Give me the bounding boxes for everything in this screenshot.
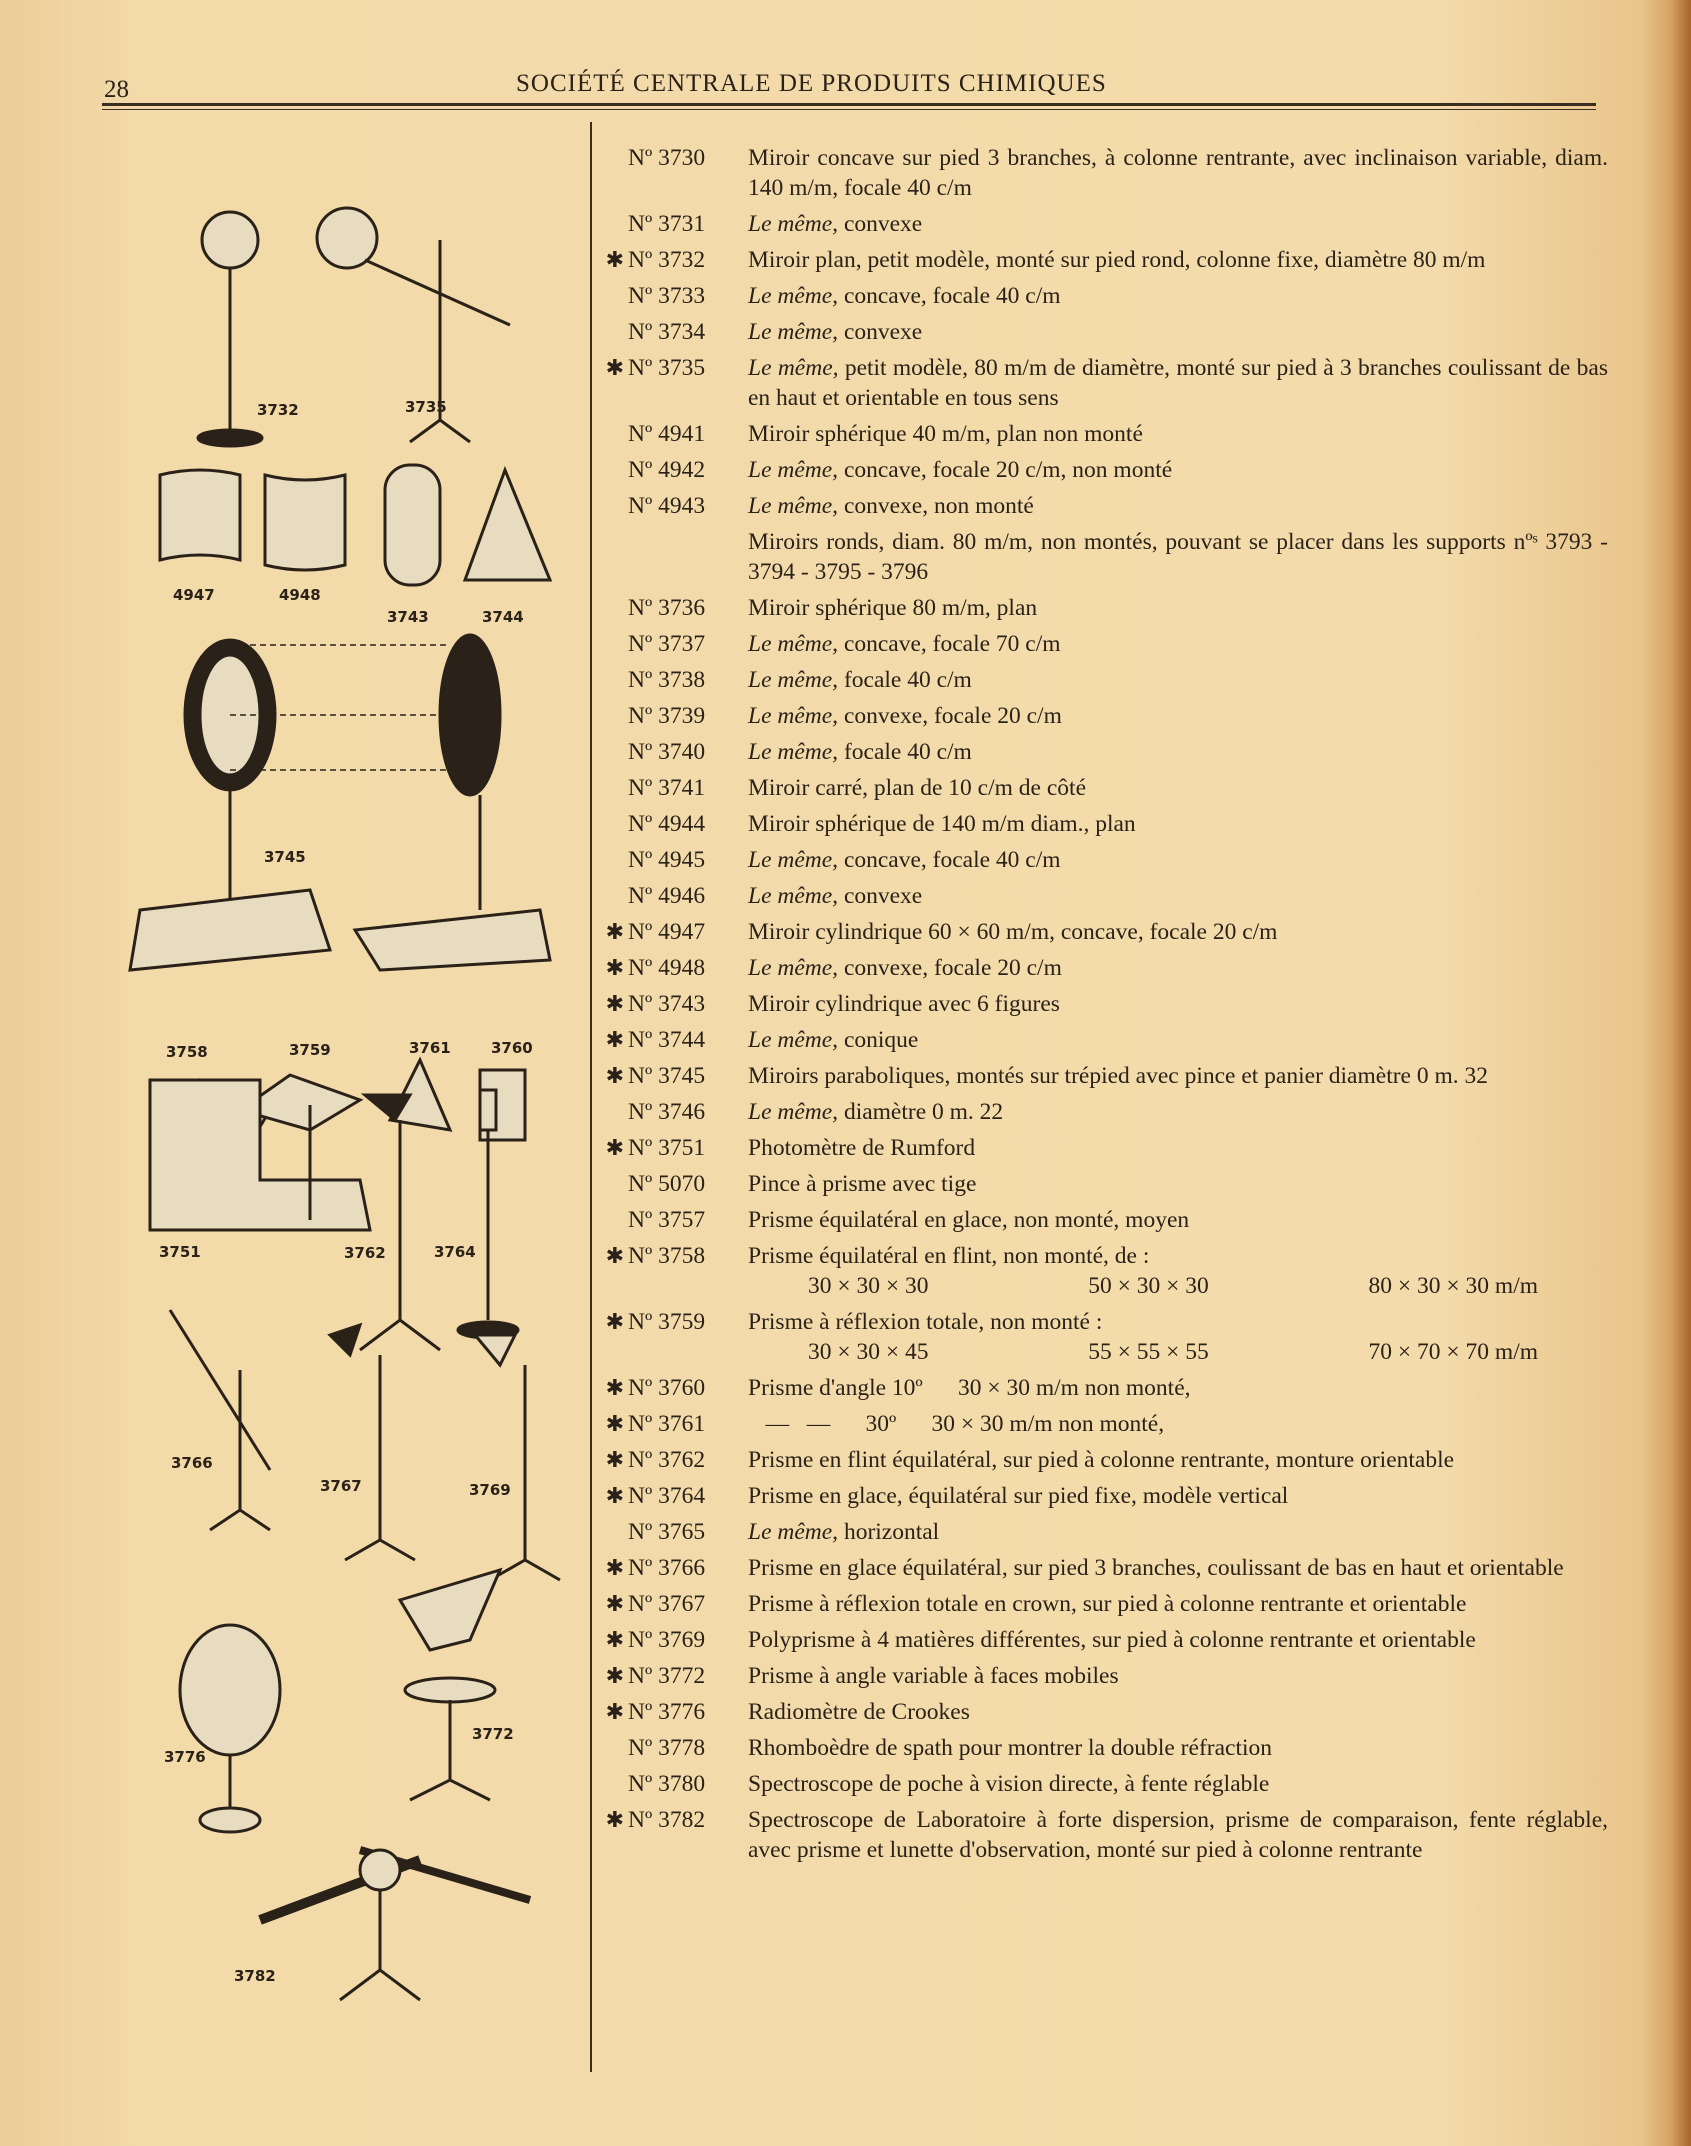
item-description: [730, 353, 1614, 413]
figure-label: 3762: [344, 1244, 386, 1262]
item-number: [624, 527, 730, 587]
item-italic-prefix: Le même,: [748, 667, 839, 693]
catalog-entry: [596, 209, 1608, 239]
item-description: [730, 491, 1608, 521]
asterisk-icon: ✱: [605, 355, 624, 380]
item-italic-prefix: Le même,: [748, 883, 839, 909]
catalog-entry: [596, 143, 1614, 203]
size-option: 80 × 30 × 30 m/m: [1368, 1273, 1538, 1299]
size-option: 30 × 30 × 30: [808, 1273, 929, 1299]
figure-label: 4947: [173, 586, 215, 604]
item-description: [730, 1589, 1608, 1619]
item-description: [730, 1307, 1608, 1367]
spectroscope-illustration: [260, 1850, 530, 2000]
asterisk-icon: [596, 209, 624, 239]
item-text: Miroir sphérique de 140 m/m diam., plan: [748, 811, 1136, 837]
item-number: Nº 4941: [628, 421, 706, 447]
item-number: Nº 3778: [628, 1735, 706, 1761]
item-number: Nº 4942: [628, 457, 706, 483]
item-text: Miroir plan, petit modèle, monté sur pied rond, colonne fixe, diamètre 80 m/m: [748, 247, 1486, 273]
size-option: 30 × 30 × 45: [808, 1339, 929, 1365]
figure-label: 3759: [289, 1041, 331, 1059]
item-text: Prisme équilatéral en flint, non monté, de :: [748, 1243, 1150, 1269]
item-text: Pince à prisme avec tige: [748, 1171, 977, 1197]
item-description: [730, 1661, 1608, 1691]
asterisk-icon: ✱: [605, 1591, 624, 1616]
item-italic-prefix: Le même,: [748, 283, 839, 309]
size-option: 50 × 30 × 30: [1088, 1273, 1209, 1299]
item-text: Prisme en glace équilatéral, sur pied 3 branches, coulissant de bas en haut et orientable: [748, 1555, 1564, 1581]
item-text: focale 40 c/m: [838, 739, 972, 765]
item-text: convexe: [838, 319, 923, 345]
item-text: concave, focale 70 c/m: [838, 631, 1061, 657]
item-text: Prisme d'angle 10º 30 × 30 m/m non monté,: [748, 1375, 1191, 1401]
catalog-entry: [596, 1481, 1608, 1511]
item-number: Nº 3760: [628, 1375, 706, 1401]
item-text: convexe, focale 20 c/m: [838, 955, 1062, 981]
figure-label: 3745: [264, 848, 306, 866]
catalog-entries: [596, 143, 1614, 1871]
size-options: [748, 1271, 1608, 1301]
item-description: [730, 737, 1608, 767]
item-number: Nº 3765: [628, 1519, 706, 1545]
item-number: Nº 3744: [628, 1027, 706, 1053]
item-description: [730, 701, 1608, 731]
size-options: [748, 1337, 1608, 1367]
item-italic-prefix: Le même,: [748, 955, 839, 981]
item-description: [730, 917, 1608, 947]
asterisk-icon: [596, 527, 624, 587]
item-text: Spectroscope de poche à vision directe, à fente réglable: [748, 1771, 1270, 1797]
figure-label: 3758: [166, 1043, 208, 1061]
catalog-entry: [596, 1373, 1608, 1403]
asterisk-icon: [596, 143, 624, 203]
asterisk-icon: [596, 1769, 624, 1799]
item-italic-prefix: Le même,: [748, 493, 839, 519]
catalog-entry: [596, 353, 1614, 413]
asterisk-icon: [596, 845, 624, 875]
catalog-entry: [596, 1589, 1608, 1619]
item-italic-prefix: Le même,: [748, 739, 839, 765]
asterisk-icon: [596, 593, 624, 623]
item-text: concave, focale 40 c/m: [838, 283, 1061, 309]
catalog-entry: [596, 455, 1608, 485]
item-text: convexe: [838, 883, 923, 909]
radiometer-illustration: [180, 1625, 280, 1832]
item-description: [730, 1409, 1608, 1439]
item-text: Miroir concave sur pied 3 branches, à colonne rentrante, avec inclinaison variable, diam. 140 m/m, focale 40 c/m: [748, 145, 1614, 201]
catalog-entry: [596, 1553, 1608, 1583]
item-number: Nº 4943: [628, 493, 706, 519]
figure-label: 3767: [320, 1477, 362, 1495]
figure-label: 3766: [171, 1454, 213, 1472]
item-description: [730, 455, 1608, 485]
figure-label: 3751: [159, 1243, 201, 1261]
item-text: Miroirs paraboliques, montés sur trépied avec pince et panier diamètre 0 m. 32: [748, 1063, 1489, 1089]
item-italic-prefix: Le même,: [748, 703, 839, 729]
catalog-entry: [596, 593, 1608, 623]
item-number: Nº 3741: [628, 775, 706, 801]
asterisk-icon: ✱: [605, 1807, 624, 1832]
asterisk-icon: ✱: [605, 1627, 624, 1652]
asterisk-icon: ✱: [605, 1555, 624, 1580]
item-number: Nº 4947: [628, 919, 706, 945]
asterisk-icon: ✱: [605, 991, 624, 1016]
item-number: Nº 5070: [628, 1171, 706, 1197]
item-text: Prisme à angle variable à faces mobiles: [748, 1663, 1119, 1689]
item-description: [730, 809, 1608, 839]
item-text: concave, focale 20 c/m, non monté: [838, 457, 1173, 483]
item-number: Nº 3746: [628, 1099, 706, 1125]
item-italic-prefix: Le même,: [748, 1099, 839, 1125]
item-description: [730, 1061, 1608, 1091]
item-number: Nº 3782: [628, 1807, 706, 1833]
figure-label: 3761: [409, 1039, 451, 1057]
catalog-entry: [596, 917, 1608, 947]
item-description: [730, 881, 1608, 911]
item-text: concave, focale 40 c/m: [838, 847, 1061, 873]
item-description: [730, 245, 1608, 275]
catalog-entry: [596, 1169, 1608, 1199]
item-description: [730, 665, 1608, 695]
catalog-entry: [596, 737, 1608, 767]
asterisk-icon: [596, 881, 624, 911]
item-text: Prisme en glace, équilatéral sur pied fixe, modèle vertical: [748, 1483, 1289, 1509]
item-italic-prefix: Le même,: [748, 1027, 839, 1053]
asterisk-icon: ✱: [605, 1309, 624, 1334]
catalog-entry: [596, 953, 1608, 983]
catalog-entry: [596, 1061, 1608, 1091]
item-number: Nº 3751: [628, 1135, 706, 1161]
item-number: Nº 3735: [628, 355, 706, 381]
figure-label: 3743: [387, 608, 429, 626]
item-italic-prefix: Le même,: [748, 847, 839, 873]
item-italic-prefix: Le même,: [748, 1519, 839, 1545]
catalog-entry: [596, 1133, 1608, 1163]
item-text: Miroir cylindrique avec 6 figures: [748, 991, 1060, 1017]
item-description: [730, 317, 1608, 347]
item-description: [730, 1097, 1608, 1127]
item-text: Miroir sphérique 80 m/m, plan: [748, 595, 1038, 621]
item-number: Nº 3736: [628, 595, 706, 621]
asterisk-icon: ✱: [605, 1447, 624, 1472]
catalog-entry: [596, 1805, 1614, 1865]
item-number: Nº 3769: [628, 1627, 706, 1653]
item-description: [730, 1769, 1608, 1799]
item-text: convexe, non monté: [838, 493, 1034, 519]
item-description: [730, 953, 1608, 983]
catalog-entry: [596, 1205, 1608, 1235]
item-description: [730, 773, 1608, 803]
item-number: Nº 4946: [628, 883, 706, 909]
page-header-title: SOCIÉTÉ CENTRALE DE PRODUITS CHIMIQUES: [516, 70, 1107, 97]
figure-label: 3782: [234, 1967, 276, 1985]
prism-tripod-illustrations: [170, 1310, 560, 1580]
instrument-illustrations: [110, 120, 580, 2080]
catalog-entry: [596, 1025, 1608, 1055]
catalog-entry: [596, 1097, 1608, 1127]
asterisk-icon: ✱: [605, 1243, 624, 1268]
item-description: [730, 1733, 1608, 1763]
figure-label: 3772: [472, 1725, 514, 1743]
item-number: Nº 3759: [628, 1309, 706, 1335]
item-text: conique: [838, 1027, 919, 1053]
catalog-entry: [596, 665, 1608, 695]
item-number: Nº 3780: [628, 1771, 706, 1797]
asterisk-icon: [596, 629, 624, 659]
item-number: Nº 3745: [628, 1063, 706, 1089]
item-description: [730, 1697, 1608, 1727]
item-text: Prisme à réflexion totale, non monté :: [748, 1309, 1103, 1335]
item-description: [730, 527, 1614, 587]
catalog-entry: [596, 701, 1608, 731]
item-number: Nº 3762: [628, 1447, 706, 1473]
item-number: Nº 3734: [628, 319, 706, 345]
item-description: [730, 845, 1608, 875]
item-number: Nº 3731: [628, 211, 706, 237]
item-number: Nº 4948: [628, 955, 706, 981]
item-italic-prefix: Le même,: [748, 631, 839, 657]
asterisk-icon: ✱: [605, 1063, 624, 1088]
figure-label: 4948: [279, 586, 321, 604]
item-number: Nº 3740: [628, 739, 706, 765]
catalog-entry: [596, 1733, 1608, 1763]
asterisk-icon: ✱: [605, 1027, 624, 1052]
cylindrical-mirror-illustrations: [160, 465, 550, 585]
asterisk-icon: [596, 1517, 624, 1547]
variable-angle-prism-illustration: [400, 1570, 500, 1800]
item-description: [730, 629, 1608, 659]
catalog-entry: [596, 809, 1608, 839]
catalog-entry: [596, 1769, 1608, 1799]
catalog-entry: [596, 419, 1608, 449]
figure-label: 3769: [469, 1481, 511, 1499]
item-description: [730, 1241, 1608, 1301]
item-number: Nº 3732: [628, 247, 706, 273]
item-description: [730, 1805, 1614, 1865]
item-number: Nº 3766: [628, 1555, 706, 1581]
catalog-entry: [596, 527, 1614, 587]
item-number: Nº 3743: [628, 991, 706, 1017]
catalog-entry: [596, 1697, 1608, 1727]
item-italic-prefix: Le même,: [748, 211, 839, 237]
asterisk-icon: [596, 1205, 624, 1235]
page-number: 28: [104, 76, 129, 103]
asterisk-icon: ✱: [605, 1663, 624, 1688]
asterisk-icon: ✱: [605, 1483, 624, 1508]
asterisk-icon: [596, 809, 624, 839]
asterisk-icon: [596, 1733, 624, 1763]
catalog-entry: [596, 1517, 1608, 1547]
illustrations-column: [110, 120, 580, 2080]
item-description: [730, 1553, 1608, 1583]
catalog-entry: [596, 1307, 1608, 1367]
item-number: Nº 3733: [628, 283, 706, 309]
mirror-on-round-foot-illustration: [198, 212, 262, 446]
item-number: Nº 3730: [628, 145, 706, 171]
item-description: [730, 1169, 1608, 1199]
item-text: Polyprisme à 4 matières différentes, sur pied à colonne rentrante et orientable: [748, 1627, 1476, 1653]
item-text: Miroir cylindrique 60 × 60 m/m, concave, focale 20 c/m: [748, 919, 1278, 945]
item-number: Nº 4944: [628, 811, 706, 837]
item-description: [730, 419, 1608, 449]
item-text: convexe: [838, 211, 923, 237]
asterisk-icon: [596, 665, 624, 695]
catalog-entry: [596, 1241, 1608, 1301]
catalog-entry: [596, 1625, 1608, 1655]
asterisk-icon: [596, 1169, 624, 1199]
item-text: Radiomètre de Crookes: [748, 1699, 970, 1725]
item-description: [730, 1517, 1608, 1547]
item-text: Spectroscope de Laboratoire à forte dispersion, prisme de comparaison, fente réglable, avec prisme et lunette d'observation, monté sur pied à colonne rentrante: [748, 1807, 1614, 1863]
asterisk-icon: ✱: [605, 1411, 624, 1436]
item-italic-prefix: Le même,: [748, 457, 839, 483]
item-italic-prefix: Le même,: [748, 355, 839, 381]
asterisk-icon: [596, 737, 624, 767]
item-number: Nº 3776: [628, 1699, 706, 1725]
item-text: Photomètre de Rumford: [748, 1135, 976, 1161]
item-description: [730, 281, 1608, 311]
parabolic-mirror-illustrations: [130, 635, 550, 970]
size-option: 55 × 55 × 55: [1088, 1339, 1209, 1365]
figure-label: 3744: [482, 608, 524, 626]
item-text: Miroirs ronds, diam. 80 m/m, non montés, pouvant se placer dans les supports nºˢ 3793 - 3794 - 3795 - 3796: [748, 529, 1614, 585]
item-text: Prisme équilatéral en glace, non monté, moyen: [748, 1207, 1190, 1233]
item-number: Nº 3737: [628, 631, 706, 657]
catalog-entry: [596, 245, 1608, 275]
item-description: [730, 1133, 1608, 1163]
catalog-entry: [596, 845, 1608, 875]
item-number: Nº 3767: [628, 1591, 706, 1617]
item-italic-prefix: Le même,: [748, 319, 839, 345]
column-divider: [590, 122, 592, 2072]
catalog-entry: [596, 773, 1608, 803]
header-rule: [102, 103, 1596, 106]
asterisk-icon: [596, 419, 624, 449]
item-number: Nº 3764: [628, 1483, 706, 1509]
figure-label: 3764: [434, 1243, 476, 1261]
catalog-entry: [596, 1661, 1608, 1691]
catalog-entry: [596, 629, 1608, 659]
item-description: [730, 1205, 1608, 1235]
item-number: Nº 3739: [628, 703, 706, 729]
item-text: Rhomboèdre de spath pour montrer la double réfraction: [748, 1735, 1273, 1761]
item-description: [730, 1025, 1608, 1055]
item-description: [730, 989, 1608, 1019]
asterisk-icon: ✱: [605, 1135, 624, 1160]
asterisk-icon: [596, 701, 624, 731]
item-description: [730, 1445, 1608, 1475]
item-text: diamètre 0 m. 22: [838, 1099, 1004, 1125]
item-description: [730, 143, 1614, 203]
item-description: [730, 1481, 1608, 1511]
asterisk-icon: [596, 281, 624, 311]
item-number: Nº 4945: [628, 847, 706, 873]
item-text: focale 40 c/m: [838, 667, 972, 693]
catalog-entry: [596, 1445, 1608, 1475]
item-text: Prisme en flint équilatéral, sur pied à colonne rentrante, monture orientable: [748, 1447, 1455, 1473]
asterisk-icon: ✱: [605, 955, 624, 980]
catalog-entry: [596, 1409, 1608, 1439]
item-text: Miroir carré, plan de 10 c/m de côté: [748, 775, 1086, 801]
size-option: 70 × 70 × 70 m/m: [1368, 1339, 1538, 1365]
item-description: [730, 1625, 1608, 1655]
catalog-entry: [596, 989, 1608, 1019]
item-number: Nº 3772: [628, 1663, 706, 1689]
catalog-entry: [596, 317, 1608, 347]
item-text: petit modèle, 80 m/m de diamètre, monté sur pied à 3 branches coulissant de bas en haut et orientable en tous sens: [748, 355, 1614, 411]
figure-label: 3732: [257, 401, 299, 419]
catalog-entry: [596, 281, 1608, 311]
item-description: [730, 209, 1608, 239]
asterisk-icon: ✱: [605, 1699, 624, 1724]
item-number: Nº 3757: [628, 1207, 706, 1233]
figure-label: 3760: [491, 1039, 533, 1057]
item-text: Miroir sphérique 40 m/m, plan non monté: [748, 421, 1143, 447]
item-text: convexe, focale 20 c/m: [838, 703, 1062, 729]
asterisk-icon: [596, 455, 624, 485]
asterisk-icon: [596, 1097, 624, 1127]
asterisk-icon: [596, 491, 624, 521]
catalog-entry: [596, 881, 1608, 911]
asterisk-icon: [596, 773, 624, 803]
figure-label: 3735: [405, 398, 447, 416]
item-number: Nº 3761: [628, 1411, 706, 1437]
item-number: Nº 3738: [628, 667, 706, 693]
item-text: horizontal: [838, 1519, 940, 1545]
catalog-entry: [596, 491, 1608, 521]
item-text: — — 30º 30 × 30 m/m non monté,: [748, 1411, 1165, 1437]
item-number: Nº 3758: [628, 1243, 706, 1269]
item-description: [730, 593, 1608, 623]
asterisk-icon: ✱: [605, 247, 624, 272]
asterisk-icon: [596, 317, 624, 347]
figure-label: 3776: [164, 1748, 206, 1766]
item-description: [730, 1373, 1608, 1403]
asterisk-icon: ✱: [605, 919, 624, 944]
item-text: Prisme à réflexion totale en crown, sur pied à colonne rentrante et orientable: [748, 1591, 1467, 1617]
asterisk-icon: ✱: [605, 1375, 624, 1400]
header-rule-thin: [102, 109, 1596, 110]
page-edge: [1669, 0, 1691, 2146]
